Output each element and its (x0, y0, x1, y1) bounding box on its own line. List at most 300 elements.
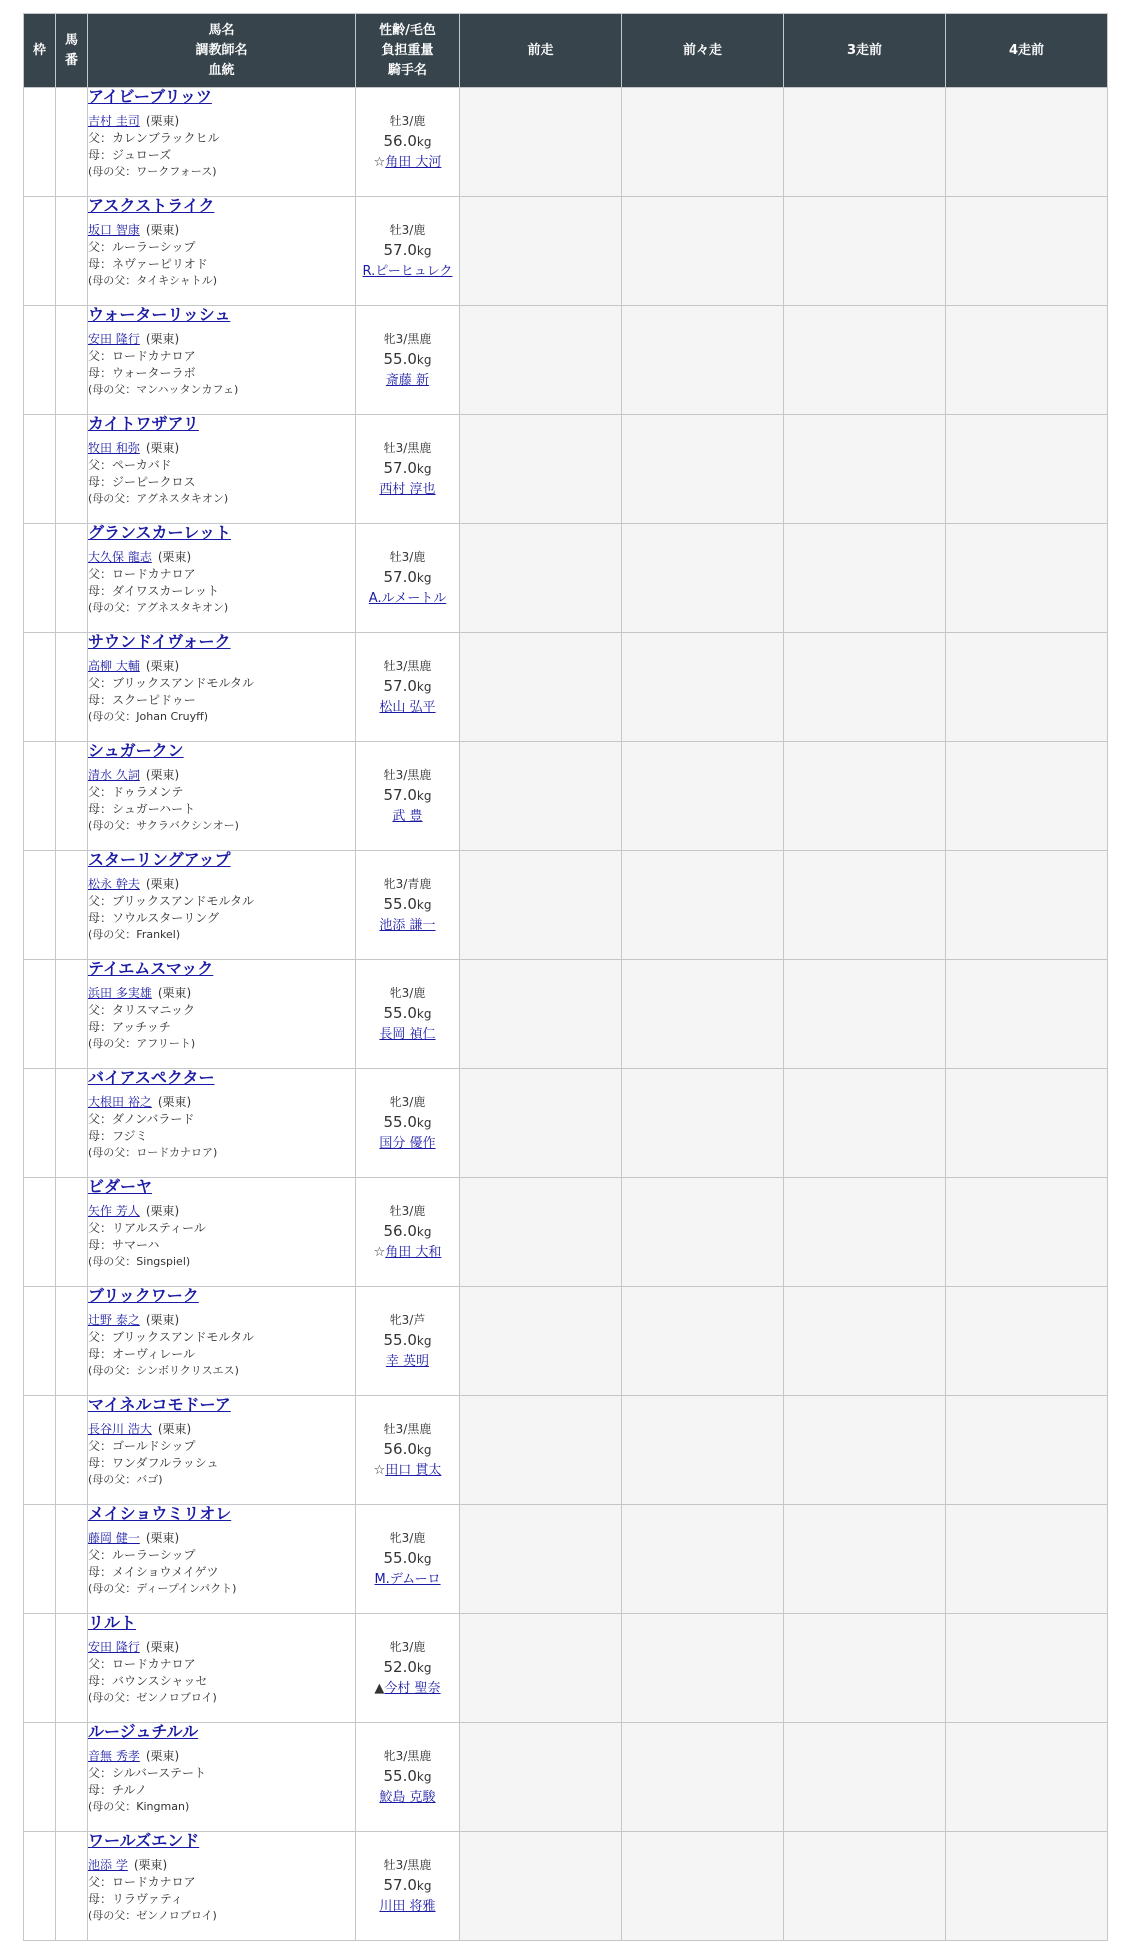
sex-age-color: 牝3/黒鹿 (383, 1748, 432, 1763)
past-race-1 (460, 1178, 622, 1287)
horse-cell (88, 1069, 356, 1178)
trainer-affiliation: (栗東) (157, 1095, 192, 1109)
weight-value: 55.0 (383, 1112, 417, 1131)
umaban-cell (56, 197, 88, 306)
carried-weight (356, 1765, 459, 1788)
weight-value: 57.0 (383, 1875, 417, 1894)
weight-unit: kg (416, 243, 432, 258)
sex-age-color: 牡3/鹿 (389, 549, 426, 564)
umaban-cell (56, 960, 88, 1069)
dam-text: 母：シュガーハート (88, 802, 196, 816)
horse-cell (88, 851, 356, 960)
dam-sire-text: (母の父：サクラバクシンオー) (88, 819, 239, 832)
trainer-line (88, 1748, 355, 1765)
sex-age-color: 牡3/黒鹿 (383, 1857, 432, 1872)
info-cell (356, 197, 460, 306)
trainer-line (88, 440, 355, 457)
waku-cell (24, 1723, 56, 1832)
jockey-line (356, 1897, 459, 1917)
trainer-affiliation: (栗東) (145, 1749, 180, 1763)
past-race-4 (946, 306, 1108, 415)
weight-unit: kg (416, 788, 432, 803)
info-cell (356, 1396, 460, 1505)
info-cell (356, 306, 460, 415)
sex-age-color: 牝3/黒鹿 (383, 331, 432, 346)
past-race-1 (460, 197, 622, 306)
past-race-2 (622, 1287, 784, 1396)
weight-unit: kg (416, 1442, 432, 1457)
weight-unit: kg (416, 1660, 432, 1675)
horse-cell (88, 1832, 356, 1941)
waku-cell (24, 524, 56, 633)
info-cell (356, 524, 460, 633)
jockey-line (356, 1679, 459, 1699)
trainer-affiliation: (栗東) (145, 1204, 180, 1218)
carried-weight (356, 1874, 459, 1897)
jockey-line (356, 1352, 459, 1372)
jockey-link[interactable]: 今村 聖奈 (384, 1680, 441, 1696)
weight-value: 56.0 (383, 131, 417, 150)
trainer-affiliation: (栗東) (157, 1422, 192, 1436)
jockey-link[interactable]: 幸 英明 (385, 1353, 430, 1369)
waku-cell (24, 88, 56, 197)
jockey-apprentice-mark: ☆ (373, 154, 386, 170)
carried-weight (356, 1002, 459, 1025)
table-row (24, 524, 1108, 633)
carried-weight (356, 1111, 459, 1134)
past-race-2 (622, 960, 784, 1069)
waku-cell (24, 1178, 56, 1287)
trainer-line (88, 1312, 355, 1329)
sire-text: 父：ペーカバド (88, 458, 172, 472)
table-row (24, 633, 1108, 742)
sire-text: 父：ブリックスアンドモルタル (88, 1330, 254, 1344)
carried-weight (356, 893, 459, 916)
horse-name-link[interactable]: グランスカーレット (88, 523, 232, 542)
jockey-link[interactable]: M.デムーロ (374, 1571, 441, 1587)
sire-text: 父：ダノンバラード (88, 1112, 195, 1126)
past-race-3 (784, 1287, 946, 1396)
jockey-line (356, 371, 459, 391)
table-row (24, 1614, 1108, 1723)
past-race-4 (946, 633, 1108, 742)
past-race-1 (460, 1614, 622, 1723)
trainer-link[interactable]: 清水 久詞 (88, 768, 140, 782)
trainer-affiliation: (栗東) (145, 1313, 180, 1327)
jockey-line (356, 153, 459, 173)
carried-weight (356, 566, 459, 589)
sire-text: 父：ルーラーシップ (88, 1548, 196, 1562)
info-cell (356, 1287, 460, 1396)
weight-unit: kg (416, 1878, 432, 1893)
dam-sire-text: (母の父：ディープインパクト) (88, 1582, 237, 1595)
trainer-affiliation: (栗東) (145, 223, 180, 237)
horse-cell (88, 1614, 356, 1723)
horse-name-link[interactable]: テイエムスマック (88, 959, 214, 978)
trainer-link[interactable]: 長谷川 浩大 (88, 1422, 152, 1436)
dam-sire-text: (母の父：Singspiel) (88, 1255, 191, 1268)
waku-cell (24, 1287, 56, 1396)
sex-age-color: 牡3/黒鹿 (383, 658, 432, 673)
past-race-3 (784, 742, 946, 851)
past-race-1 (460, 960, 622, 1069)
past-race-3 (784, 88, 946, 197)
dam-sire-text: (母の父：アグネスタキオン) (88, 492, 229, 505)
carried-weight (356, 130, 459, 153)
table-row (24, 306, 1108, 415)
past-race-3 (784, 1069, 946, 1178)
info-cell (356, 960, 460, 1069)
table-row (24, 742, 1108, 851)
dam-sire-text: (母の父：ゼンノロブロイ) (88, 1909, 217, 1922)
header-weight: 負担重量 (381, 42, 434, 58)
past-race-1 (460, 1287, 622, 1396)
past-race-4 (946, 197, 1108, 306)
past-race-3 (784, 960, 946, 1069)
trainer-link[interactable]: 藤岡 健一 (88, 1531, 140, 1545)
weight-value: 57.0 (383, 458, 417, 477)
sex-age-color: 牝3/鹿 (389, 1094, 426, 1109)
header-trainer-name: 調教師名 (195, 42, 248, 58)
horse-name-link[interactable]: バイアスペクター (88, 1068, 215, 1087)
past-race-3 (784, 1396, 946, 1505)
jockey-link[interactable]: 松山 弘平 (379, 699, 436, 715)
trainer-link[interactable]: 吉村 圭司 (88, 114, 140, 128)
trainer-affiliation: (栗東) (145, 877, 180, 891)
past-race-2 (622, 88, 784, 197)
trainer-line (88, 222, 355, 239)
dam-text: 母：オーヴィレール (88, 1347, 196, 1361)
horse-name-link[interactable]: ブリックワーク (88, 1286, 199, 1305)
past-race-1 (460, 524, 622, 633)
past-race-2 (622, 197, 784, 306)
horse-cell (88, 88, 356, 197)
weight-unit: kg (416, 1006, 432, 1021)
past-race-2 (622, 415, 784, 524)
waku-cell (24, 1396, 56, 1505)
horse-name-link[interactable]: メイショウミリオレ (88, 1504, 232, 1523)
table-row (24, 1723, 1108, 1832)
horse-name-link[interactable]: スターリングアップ (88, 850, 231, 869)
dam-text: 母：バウンスシャッセ (88, 1674, 208, 1688)
past-race-3 (784, 633, 946, 742)
weight-value: 56.0 (383, 1439, 417, 1458)
weight-value: 55.0 (383, 1330, 417, 1349)
trainer-link[interactable]: 牧田 和弥 (88, 441, 140, 455)
past-race-1 (460, 1069, 622, 1178)
info-cell (356, 742, 460, 851)
past-race-3 (784, 1505, 946, 1614)
past-race-1 (460, 415, 622, 524)
horse-cell (88, 960, 356, 1069)
weight-value: 55.0 (383, 1003, 417, 1022)
past-race-4 (946, 960, 1108, 1069)
horse-name-link[interactable]: マイネルコモドーア (88, 1395, 231, 1414)
info-cell (356, 851, 460, 960)
jockey-link[interactable]: 池添 謙一 (379, 917, 436, 933)
trainer-affiliation: (栗東) (145, 1640, 180, 1654)
trainer-link[interactable]: 高柳 大輔 (88, 659, 140, 673)
trainer-link[interactable]: 音無 秀孝 (88, 1749, 140, 1763)
horse-cell (88, 1723, 356, 1832)
dam-text: 母：ワンダフルラッシュ (88, 1456, 219, 1470)
past-race-4 (946, 88, 1108, 197)
info-cell (356, 1069, 460, 1178)
waku-cell (24, 197, 56, 306)
jockey-line (356, 480, 459, 500)
past-race-4 (946, 415, 1108, 524)
dam-text: 母：ジーピークロス (88, 475, 196, 489)
past-race-4 (946, 524, 1108, 633)
horse-name-link[interactable]: ウォーターリッシュ (88, 305, 231, 324)
past-race-1 (460, 1396, 622, 1505)
past-race-4 (946, 1396, 1108, 1505)
umaban-cell (56, 306, 88, 415)
trainer-link[interactable]: 浜田 多実雄 (88, 986, 152, 1000)
header-info (356, 14, 460, 88)
header-umaban-bottom: 番 (64, 52, 78, 68)
dam-text: 母：フジミ (88, 1129, 148, 1143)
weight-value: 55.0 (383, 349, 417, 368)
jockey-line (356, 1570, 459, 1590)
header-past3: 3走前 (784, 14, 946, 88)
header-horse (88, 14, 356, 88)
past-race-1 (460, 1832, 622, 1941)
trainer-line (88, 876, 355, 893)
dam-text: 母：ソウルスターリング (88, 911, 220, 925)
past-race-3 (784, 1832, 946, 1941)
umaban-cell (56, 88, 88, 197)
trainer-link[interactable]: 安田 隆行 (88, 332, 140, 346)
sex-age-color: 牡3/黒鹿 (383, 767, 432, 782)
jockey-link[interactable]: 斎藤 新 (385, 372, 430, 388)
table-body (24, 88, 1108, 1941)
table-row (24, 1505, 1108, 1614)
trainer-line (88, 1530, 355, 1547)
weight-value: 55.0 (383, 1766, 417, 1785)
carried-weight (356, 239, 459, 262)
dam-text: 母：ネヴァーピリオド (88, 257, 208, 271)
carried-weight (356, 1547, 459, 1570)
header-waku: 枠 (24, 14, 56, 88)
umaban-cell (56, 1178, 88, 1287)
jockey-line (356, 1025, 459, 1045)
sex-age-color: 牡3/鹿 (389, 222, 426, 237)
dam-sire-text: (母の父：アグネスタキオン) (88, 601, 229, 614)
weight-unit: kg (416, 1551, 432, 1566)
info-cell (356, 633, 460, 742)
weight-unit: kg (416, 1224, 432, 1239)
jockey-link[interactable]: 鮫島 克駿 (379, 1789, 436, 1805)
waku-cell (24, 1505, 56, 1614)
sire-text: 父：ブリックスアンドモルタル (88, 894, 254, 908)
waku-cell (24, 306, 56, 415)
table-row (24, 1287, 1108, 1396)
trainer-affiliation: (栗東) (145, 768, 180, 782)
table-row (24, 1396, 1108, 1505)
dam-text: 母：スクーピドゥー (88, 693, 196, 707)
horse-cell (88, 742, 356, 851)
dam-text: 母：チルノ (88, 1783, 147, 1797)
sex-age-color: 牝3/鹿 (389, 985, 426, 1000)
horse-name-link[interactable]: サウンドイヴォーク (88, 632, 231, 651)
trainer-line (88, 113, 355, 130)
horse-cell (88, 197, 356, 306)
carried-weight (356, 675, 459, 698)
table-row (24, 960, 1108, 1069)
weight-value: 57.0 (383, 785, 417, 804)
dam-sire-text: (母の父：タイキシャトル) (88, 274, 218, 287)
trainer-line (88, 1094, 355, 1111)
past-race-4 (946, 1832, 1108, 1941)
dam-sire-text: (母の父：Kingman) (88, 1800, 190, 1813)
past-race-1 (460, 306, 622, 415)
umaban-cell (56, 1505, 88, 1614)
table-row (24, 197, 1108, 306)
trainer-link[interactable]: 池添 学 (88, 1858, 128, 1872)
weight-value: 57.0 (383, 676, 417, 695)
past-race-1 (460, 1505, 622, 1614)
horse-cell (88, 524, 356, 633)
past-race-2 (622, 1178, 784, 1287)
weight-value: 55.0 (383, 894, 417, 913)
past-race-1 (460, 88, 622, 197)
jockey-link[interactable]: 長岡 禎仁 (379, 1026, 436, 1042)
umaban-cell (56, 524, 88, 633)
dam-sire-text: (母の父：バゴ) (88, 1473, 163, 1486)
trainer-line (88, 985, 355, 1002)
past-race-2 (622, 1396, 784, 1505)
jockey-apprentice-mark: ☆ (373, 1244, 386, 1260)
header-umaban-top: 馬 (64, 32, 78, 48)
jockey-link[interactable]: 角田 大河 (385, 154, 442, 170)
jockey-link[interactable]: 国分 優作 (379, 1135, 436, 1151)
horse-name-link[interactable]: アイビーブリッツ (88, 87, 212, 106)
past-race-2 (622, 1832, 784, 1941)
table-row (24, 1178, 1108, 1287)
jockey-line (356, 1461, 459, 1481)
past-race-3 (784, 306, 946, 415)
horse-name-link[interactable]: カイトワザアリ (88, 414, 199, 433)
horse-cell (88, 1287, 356, 1396)
jockey-link[interactable]: A.ルメートル (368, 590, 447, 606)
jockey-line (356, 807, 459, 827)
jockey-link[interactable]: 田口 貫太 (385, 1462, 442, 1478)
waku-cell (24, 1069, 56, 1178)
info-cell (356, 1505, 460, 1614)
sex-age-color: 牡3/鹿 (389, 1203, 426, 1218)
dam-sire-text: (母の父：Johan Cruyff) (88, 710, 209, 723)
sex-age-color: 牝3/芦 (389, 1312, 426, 1327)
info-cell (356, 1832, 460, 1941)
dam-sire-text: (母の父：シンボリクリスエス) (88, 1364, 239, 1377)
past-race-3 (784, 1723, 946, 1832)
sire-text: 父：ロードカナロア (88, 349, 196, 363)
waku-cell (24, 851, 56, 960)
past-race-3 (784, 524, 946, 633)
dam-sire-text: (母の父：アフリート) (88, 1037, 196, 1050)
past-race-4 (946, 1614, 1108, 1723)
horse-name-link[interactable]: ビダーヤ (88, 1177, 153, 1196)
past-race-2 (622, 742, 784, 851)
trainer-link[interactable]: 安田 隆行 (88, 1640, 140, 1654)
trainer-link[interactable]: 大久保 龍志 (88, 550, 152, 564)
entry-table (23, 13, 1108, 1941)
horse-cell (88, 1505, 356, 1614)
header-sex-age-color: 性齢/毛色 (379, 22, 436, 38)
dam-text: 母：サマーハ (88, 1238, 160, 1252)
trainer-line (88, 1639, 355, 1656)
umaban-cell (56, 415, 88, 524)
dam-sire-text: (母の父：ゼンノロブロイ) (88, 1691, 217, 1704)
sire-text: 父：カレンブラックヒル (88, 131, 220, 145)
weight-value: 57.0 (383, 567, 417, 586)
umaban-cell (56, 1832, 88, 1941)
horse-cell (88, 1396, 356, 1505)
past-race-3 (784, 415, 946, 524)
trainer-link[interactable]: 大根田 裕之 (88, 1095, 152, 1109)
trainer-link[interactable]: 矢作 芳人 (88, 1204, 140, 1218)
past-race-4 (946, 1069, 1108, 1178)
umaban-cell (56, 1069, 88, 1178)
sire-text: 父：ドゥラメンテ (88, 785, 184, 799)
trainer-affiliation: (栗東) (157, 550, 192, 564)
trainer-affiliation: (栗東) (145, 1531, 180, 1545)
past-race-1 (460, 1723, 622, 1832)
header-horse-name: 馬名 (208, 22, 235, 38)
sire-text: 父：ロードカナロア (88, 567, 196, 581)
weight-unit: kg (416, 897, 432, 912)
table-row (24, 851, 1108, 960)
weight-value: 56.0 (383, 1221, 417, 1240)
trainer-link[interactable]: 辻野 泰之 (88, 1313, 140, 1327)
trainer-link[interactable]: 松永 幹夫 (88, 877, 140, 891)
jockey-link[interactable]: R.ピーヒュレク (362, 263, 453, 279)
horse-name-link[interactable]: ワールズエンド (88, 1831, 200, 1850)
umaban-cell (56, 851, 88, 960)
table-row (24, 1832, 1108, 1941)
trainer-line (88, 549, 355, 566)
jockey-link[interactable]: 武 豊 (392, 808, 423, 824)
umaban-cell (56, 1614, 88, 1723)
header-umaban (56, 14, 88, 88)
jockey-link[interactable]: 西村 淳也 (379, 481, 436, 497)
horse-name-link[interactable]: シュガークン (88, 741, 184, 760)
past-race-2 (622, 524, 784, 633)
sex-age-color: 牝3/鹿 (389, 1530, 426, 1545)
trainer-link[interactable]: 坂口 智康 (88, 223, 140, 237)
jockey-link[interactable]: 角田 大和 (385, 1244, 442, 1260)
jockey-line (356, 1134, 459, 1154)
past-race-2 (622, 306, 784, 415)
umaban-cell (56, 1287, 88, 1396)
dam-text: 母：ウォーターラボ (88, 366, 196, 380)
info-cell (356, 88, 460, 197)
horse-name-link[interactable]: リルト (88, 1613, 137, 1632)
horse-name-link[interactable]: アスクストライク (88, 196, 215, 215)
jockey-apprentice-mark: ▲ (374, 1680, 385, 1696)
horse-name-link[interactable]: ルージュチルル (88, 1722, 199, 1741)
carried-weight (356, 1656, 459, 1679)
sire-text: 父：ルーラーシップ (88, 240, 196, 254)
header-past4: 4走前 (946, 14, 1108, 88)
weight-value: 55.0 (383, 1548, 417, 1567)
jockey-link[interactable]: 川田 将雅 (379, 1898, 436, 1914)
sex-age-color: 牡3/鹿 (389, 113, 426, 128)
weight-unit: kg (416, 1115, 432, 1130)
carried-weight (356, 457, 459, 480)
sire-text: 父：タリスマニック (88, 1003, 196, 1017)
